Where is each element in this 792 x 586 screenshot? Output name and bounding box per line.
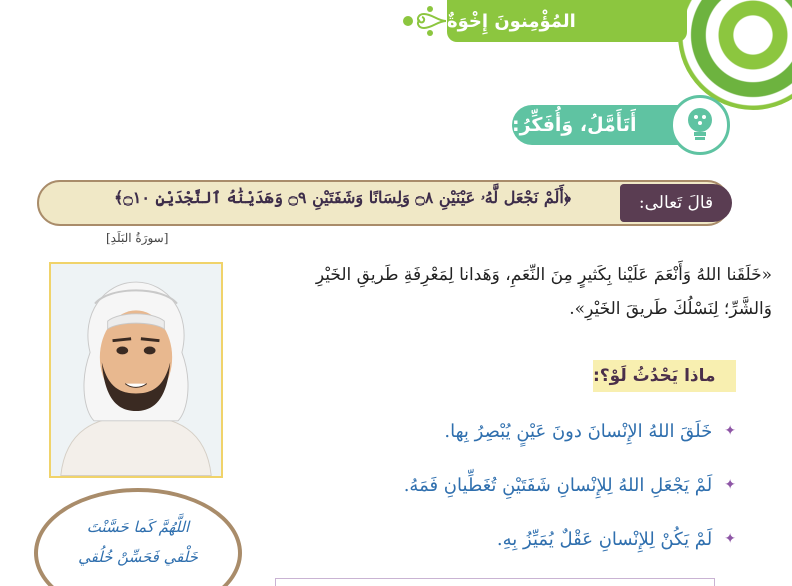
star-bullet-icon: ✦	[724, 477, 736, 493]
bullet-text: لَمْ يَكُنْ لِلإِنْسانِ عَقْلٌ يُمَيِّزُ بِهِ.	[496, 528, 713, 550]
verse-label-box	[620, 184, 732, 222]
bullet-text: لَمْ يَجْعَلِ اللهُ لِلإِنْسانِ شَفَتَيْنِ تُغَطِّيانِ فَمَهُ.	[403, 474, 713, 496]
floral-ornament-icon	[398, 4, 448, 38]
question-heading	[593, 360, 736, 392]
list-item	[380, 512, 736, 566]
paragraph-line-1: «خَلَقَنا اللهُ وَأَنْعَمَ عَلَيْنا بِكَثيرٍ مِنَ النِّعَمِ، وَهَدانا لِمَعْرِفَةِ طَريقِ الخَيْرِ	[315, 265, 772, 285]
verse-text: ﴿أَلَمْ نَجْعَل لَّهُۥ عَيْنَيْنِ ۝٨ وَلِسَانًا وَشَفَتَيْنِ ۝٩ وَهَدَيْنَٰهُ ٱلنَّجْدَيْنِ ۝١٠﴾	[114, 188, 571, 207]
list-item	[380, 458, 736, 512]
question-title: ماذا يَحْدُثُ لَوْ؟:	[593, 366, 716, 386]
verse-label: قالَ تَعالى:	[638, 193, 714, 213]
dua-line-2: خَلْقي فَحَسِّنْ خُلُقي	[78, 548, 198, 566]
man-portrait-illustration	[51, 264, 221, 476]
next-section-box	[275, 578, 715, 586]
lightbulb-icon	[683, 105, 717, 145]
dua-line-1: اللَّهُمَّ كَما حَسَّنْتَ	[86, 518, 190, 536]
spiral-decoration	[678, 0, 792, 110]
question-bullets	[380, 404, 736, 566]
bullet-text: خَلَقَ اللهُ الإِنْسانَ دونَ عَيْنٍ يُبْصِرُ بِها.	[444, 420, 713, 442]
lightbulb-badge	[670, 95, 730, 155]
chapter-banner	[447, 0, 687, 42]
surah-reference: [سورَةُ البَلَدِ]	[106, 231, 169, 245]
dua-circle	[34, 488, 242, 586]
chapter-title: المُؤْمِنونَ إِخْوَةٌ	[447, 10, 576, 32]
star-bullet-icon: ✦	[724, 531, 736, 547]
star-bullet-icon: ✦	[724, 423, 736, 439]
list-item	[380, 404, 736, 458]
intro-paragraph	[232, 258, 772, 326]
portrait-frame	[49, 262, 223, 478]
reflect-title: أَتَأَمَّلُ، وَأُفَكِّرُ:	[512, 114, 637, 136]
paragraph-line-2: وَالشَّرِّ؛ لِنَسْلُكَ طَريقَ الخَيْرِ».	[569, 299, 772, 319]
